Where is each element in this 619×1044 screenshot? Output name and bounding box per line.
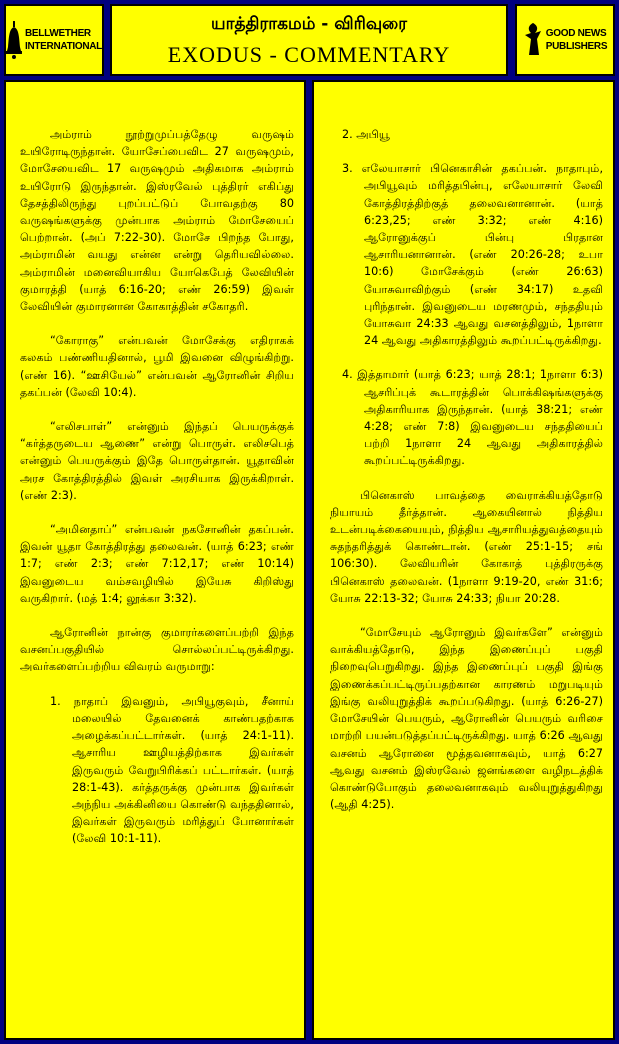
list-item: 2. அபியூ [342, 128, 390, 141]
angel-trumpet-icon [523, 21, 543, 59]
left-column [4, 80, 306, 1040]
paragraph: அம்ராம் நூற்றுமுப்பத்தேழு வருஷம் உயிரோடிருந்தான். யோசேப்பைவிட 27 வருஷமும், மோசேயைவிட 17 வருஷமும் அதிகமாக அம்ராம் உயிரோடு இருந்தான். இஸ்ரவேல் புத்திரர் எகிப்து தேசத்திலிருந்து புறப்பட்டுப் போவதற்கு 80 வருஷங்களுக்கு முன்பாக அம்ராம் மோசேயைப் பெற்றான். (அப் 7:22-30). மோசே பிறந்த போது, அம்ராமின் வயது என்ன என்று தெரியவில்லை. அம்ராமின் மனைவியாகிய யோகெபேத் லேவியின் குமாரத்தி (யாத் 6:16-20; எண் 26:59) இவள் லேவியின் குமாரனான கோகாத்தின் சகோதரி. [20, 128, 294, 314]
logo-left-line2: INTERNATIONAL [24, 41, 102, 52]
list-item: 3. எலேயாசார் பினெகாசின் தகப்பன். நாதாபும், அபியூவும் மரித்தபின்பு, எலேயாசார் லேவி கோத்திரத்திற்குத் தலைவனானான். (யாத் 6:23,25; எண் 3:32; எண் 4:16) ஆரோனுக்குப் பின்பு பிரதான ஆசாரியனானான். (எண் 20:26-28; உபா 10:6) மோசேக்கும் (எண் 26:63) யோசுவாவிற்கும் (எண் 34:17) உதவி புரிந்தான். இவனுடைய மரணமும், சந்ததியும் யோசுவா 24:33 ஆவது வசனத்திலும், 1நாளா 24 ஆவது அதிகாரத்திலும் கூறப்பட்டிருக்கிறது. [342, 162, 603, 348]
bellwether-logo-text [25, 27, 102, 53]
bellwether-logo-box [4, 4, 104, 76]
paragraph: பினெகாஸ் பாவத்தை வைராக்கியத்தோடு நியாயம் தீர்த்தான். ஆகையினால் நித்திய உடன்படிக்கையையும், நித்திய ஆசாரியத்துவத்தையும் சுதந்தரித்துக் கொண்டான். (எண் 25:1-15; சங் 106:30). லேவியரின் கோகாத் புத்திரருக்கு பினெகாஸ் தலைவன். (1நாளா 9:19-20, எண் 31:6; யோசு 22:13-32; யோசு 24:33; நியா 20:28. [330, 488, 603, 605]
paragraph: “கோராகு” என்பவன் மோசேக்கு எதிராகக் கலகம் பண்ணியதினால், பூமி இவனை விழுங்கிற்று. (எண் 16). “ஊசியேல்” என்பவன் ஆரோனின் சிறிய தகப்பன் (லேவி 10:4). [20, 334, 294, 399]
logo-left-line1: BELLWETHER [24, 28, 91, 39]
right-column [312, 80, 615, 1040]
header-title-tamil: யாத்திராகமம் - விரிவுரை [211, 14, 407, 34]
paragraph: “எலிசபாள்” என்னும் இந்தப் பெயருக்குக் “கர்த்தருடைய ஆணை” என்று பொருள். எலிசபெத் என்னும் பெயருக்கும் இதே பொருள்தான். யூதாவின் அரச கோத்திரத்தில் இவள் அரசியாக இருக்கிறாள். (எண் 2:3). [20, 420, 294, 502]
logo-right-line2: PUBLISHERS [545, 41, 608, 52]
list-item: 1. நாதாப் இவனும், அபியூகுவும், சீனாய் மலையில் தேவனைக் காண்பதற்காக அழைக்கப்பட்டார்கள். (யாத் 24:1-11). ஆசாரிய ஊழியத்திற்காக இவர்கள் இருவரும் வேறுபிரிக்கப் பட்டார்கள். (யாத் 28:1-43). கர்த்தருக்கு முன்பாக இவர்கள் அந்நிய அக்கினியை கொண்டு வந்ததினால், இவர்கள் இருவரும் மரித்துப் போனார்கள் (லேவி 10:1-11). [50, 694, 294, 846]
page-header [110, 4, 508, 76]
goodnews-logo-text [546, 27, 607, 53]
paragraph: “மோசேயும் ஆரோனும் இவர்களே” என்னும் வாக்கியத்தோடு, இந்த இணைப்புப் பகுதி நிறைவுபெறுகிறது. இந்த இணைப்புப் பகுதி இங்கு இணைக்கப்பட்டிருப்பதற்கான காரணம் மறுபடியும் இங்கு வலியுறுத்திக் கூறப்படுகிறது. (யாத் 6:26-27) மோசேயின் பெயரும், ஆரோனின் பெயரும் வரிசை மாற்றி பயன்படுத்தப்பட்டிருக்கிறது. யாத் 6:26 ஆவது வசனம் ஆரோனை மூத்தவனாகவும், யாத் 6:27 ஆவது வசனம் இஸ்ரவேல் ஜனங்களை வழிநடத்திக் கொண்டுபோகும் தலைவனாகவும் வலியுறுத்துகிறது (ஆதி 4:25). [330, 626, 603, 812]
paragraph: ஆரோனின் நான்கு குமாரர்களைப்பற்றி இந்த வசனப்பகுதியில் சொல்லப்பட்டிருக்கிறது. அவர்களைப்பற்றிய விவரம் வருமாறு: [20, 626, 294, 674]
goodnews-logo-box [515, 4, 615, 76]
header-title-english: EXODUS - COMMENTARY [167, 42, 451, 67]
bell-icon [6, 21, 22, 59]
paragraph: “அமினதாப்” என்பவன் நகசோனின் தகப்பன். இவன் யூதா கோத்திரத்து தலைவன். (யாத் 6:23; எண் 1:7; எண் 2:3; எண் 7:12,17; எண் 10:14) இவனுடைய வம்சவழியில் இயேசு கிறிஸ்து வருகிறார். (மத் 1:4; லூக்கா 3:32). [20, 523, 294, 605]
list-item: 4. இத்தாமார் (யாத் 6:23; யாத் 28:1; 1நாளா 6:3) ஆசரிப்புக் கூடாரத்தின் பொக்கிஷங்களுக்கு அதிகாரியாக இருந்தான். (யாத் 38:21; எண் 4:28; எண் 7:8) இவனுடைய சந்ததியைப் பற்றி 1நாளா 24 ஆவது அதிகாரத்தில் கூறப்பட்டிருக்கிறது. [342, 368, 603, 468]
logo-right-line1: GOOD NEWS [545, 28, 607, 39]
